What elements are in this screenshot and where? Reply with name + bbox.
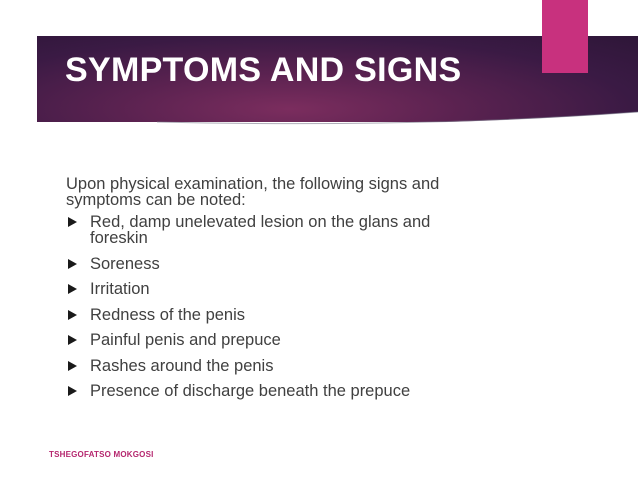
list-item bbox=[66, 383, 486, 399]
footer-author: TSHEGOFATSO MOKGOSI bbox=[49, 450, 154, 459]
accent-block bbox=[542, 0, 588, 73]
list-item bbox=[66, 256, 486, 272]
triangle-arrow-icon bbox=[68, 259, 77, 269]
triangle-arrow-icon bbox=[68, 310, 77, 320]
triangle-arrow-icon bbox=[68, 386, 77, 396]
bullet-list bbox=[66, 214, 486, 399]
bullet-text: Irritation bbox=[90, 280, 150, 298]
list-item bbox=[66, 307, 486, 323]
bullet-text: Soreness bbox=[90, 254, 160, 273]
list-item bbox=[66, 358, 486, 374]
triangle-arrow-icon bbox=[68, 217, 77, 227]
list-item bbox=[66, 332, 486, 348]
bullet-text: Redness of the penis bbox=[90, 305, 246, 324]
slide-title: SYMPTOMS AND SIGNS bbox=[65, 51, 462, 89]
triangle-arrow-icon bbox=[68, 335, 77, 345]
list-item bbox=[66, 281, 486, 297]
slide-content bbox=[66, 176, 486, 409]
triangle-arrow-icon bbox=[68, 361, 77, 371]
bullet-text: Rashes around the penis bbox=[90, 356, 274, 375]
bullet-text: Red, damp unelevated lesion on the glans and foreskin bbox=[90, 213, 431, 247]
triangle-arrow-icon bbox=[68, 284, 77, 294]
bullet-text: Painful penis and prepuce bbox=[90, 331, 281, 349]
bullet-text: Presence of discharge beneath the prepuce bbox=[90, 382, 411, 400]
intro-text: Upon physical examination, the following signs and symptoms can be noted: bbox=[66, 175, 440, 209]
list-item bbox=[66, 214, 486, 246]
